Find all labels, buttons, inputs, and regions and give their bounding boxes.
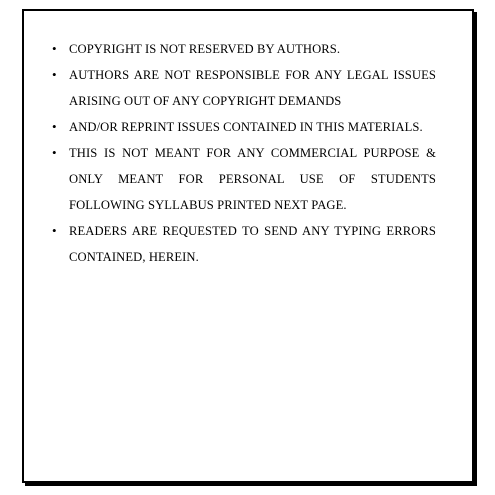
notice-item-errors bbox=[50, 218, 436, 270]
bullet-icon: • bbox=[52, 223, 57, 238]
notice-item-copyright bbox=[50, 36, 436, 62]
notice-text: AUTHORS ARE NOT RESPONSIBLE FOR ANY LEGAL ISSUES ARISING OUT OF ANY COPYRIGHT DEMANDS bbox=[69, 68, 436, 108]
notice-list bbox=[50, 36, 436, 270]
notice-text: READERS ARE REQUESTED TO SEND ANY TYPING ERRORS CONTAINED, HEREIN. bbox=[69, 224, 436, 264]
notice-text: AND/OR REPRINT ISSUES CONTAINED IN THIS MATERIALS. bbox=[69, 120, 423, 134]
bullet-icon: • bbox=[52, 119, 57, 134]
bullet-icon: • bbox=[52, 41, 57, 56]
notice-text: THIS IS NOT MEANT FOR ANY COMMERCIAL PURPOSE & ONLY MEANT FOR PERSONAL USE OF STUDENTS FOLLOWING SYLLABUS PRINTED NEXT PAGE. bbox=[69, 146, 436, 212]
bullet-icon: • bbox=[52, 145, 57, 160]
bullet-icon: • bbox=[52, 67, 57, 82]
notice-item-reprint bbox=[50, 114, 436, 140]
notice-item-responsibility bbox=[50, 62, 436, 114]
notice-item-purpose bbox=[50, 140, 436, 218]
notice-text: COPYRIGHT IS NOT RESERVED BY AUTHORS. bbox=[69, 42, 341, 56]
